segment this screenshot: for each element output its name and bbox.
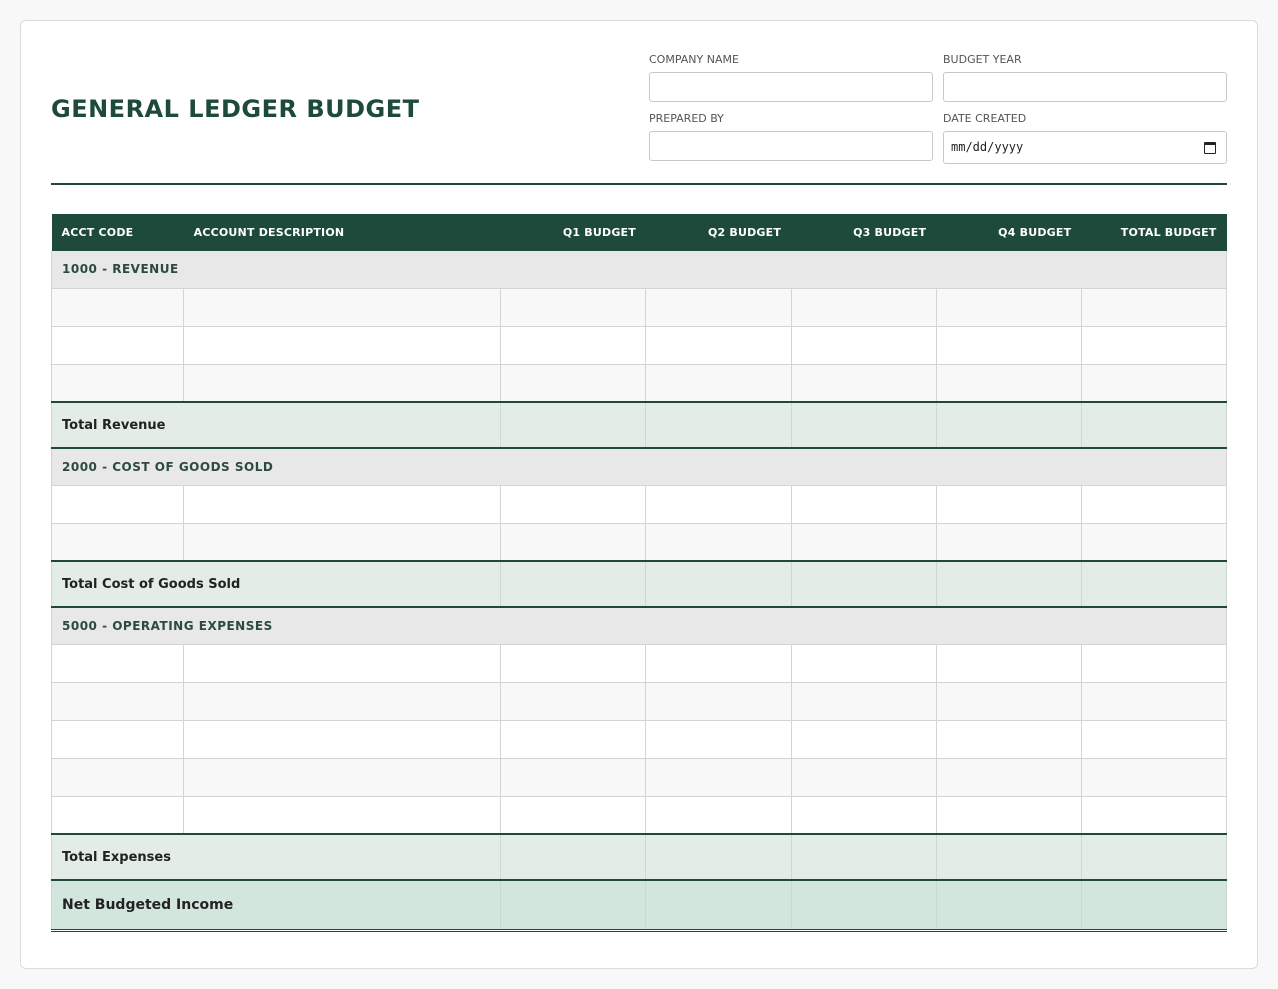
q4-cell[interactable] <box>936 326 1081 364</box>
total-cell <box>1081 326 1226 364</box>
q2-cell[interactable] <box>646 758 791 796</box>
date-created-input[interactable] <box>943 131 1227 164</box>
total-total-cell <box>1081 561 1226 607</box>
section-cogs <box>52 448 1227 485</box>
company-name-input[interactable] <box>649 72 933 102</box>
header-q1-budget: Q1 BUDGET <box>562 226 636 239</box>
total-cell <box>1081 644 1226 682</box>
q3-cell[interactable] <box>791 523 936 561</box>
q2-cell[interactable] <box>646 288 791 326</box>
total-q2-cell <box>646 561 791 607</box>
acct-code-cell[interactable] <box>52 364 184 402</box>
budget-card <box>20 20 1258 969</box>
header-total-budget: TOTAL BUDGET <box>1120 226 1217 239</box>
net-q3-cell <box>791 880 936 930</box>
section-opex <box>52 607 1227 644</box>
q1-cell[interactable] <box>501 720 646 758</box>
q3-cell[interactable] <box>791 364 936 402</box>
q2-cell[interactable] <box>646 644 791 682</box>
q3-cell[interactable] <box>791 644 936 682</box>
total-cell <box>1081 485 1226 523</box>
company-name-label: COMPANY NAME <box>649 53 739 66</box>
acct-code-cell[interactable] <box>52 485 184 523</box>
q3-cell[interactable] <box>791 682 936 720</box>
q1-cell[interactable] <box>501 288 646 326</box>
section-label-cogs: 2000 - COST OF GOODS SOLD <box>52 448 1227 485</box>
q4-cell[interactable] <box>936 485 1081 523</box>
q2-cell[interactable] <box>646 485 791 523</box>
q3-cell[interactable] <box>791 720 936 758</box>
total-cell <box>1081 758 1226 796</box>
prepared-by-group <box>649 112 933 161</box>
net-q2-cell <box>646 880 791 930</box>
table-row <box>52 682 1227 720</box>
q1-cell[interactable] <box>501 364 646 402</box>
total-cogs-label: Total Cost of Goods Sold <box>52 561 501 607</box>
net-income-row <box>52 880 1227 930</box>
acct-code-cell[interactable] <box>52 644 184 682</box>
table-row <box>52 326 1227 364</box>
budget-year-input[interactable] <box>943 72 1227 102</box>
table-header-row <box>52 214 1227 251</box>
q1-cell[interactable] <box>501 644 646 682</box>
q2-cell[interactable] <box>646 682 791 720</box>
table-row <box>52 720 1227 758</box>
q1-cell[interactable] <box>501 758 646 796</box>
total-cell <box>1081 720 1226 758</box>
description-cell[interactable] <box>184 796 501 834</box>
header-divider <box>51 183 1227 185</box>
description-cell[interactable] <box>184 288 501 326</box>
acct-code-cell[interactable] <box>52 326 184 364</box>
q4-cell[interactable] <box>936 796 1081 834</box>
q2-cell[interactable] <box>646 326 791 364</box>
total-q4-cell <box>936 402 1081 448</box>
header-acct-code: ACCT CODE <box>61 226 134 239</box>
q1-cell[interactable] <box>501 682 646 720</box>
total-revenue-row <box>52 402 1227 448</box>
q3-cell[interactable] <box>791 288 936 326</box>
q4-cell[interactable] <box>936 523 1081 561</box>
date-placeholder: mm/dd/yyyy <box>951 140 1024 154</box>
total-cell <box>1081 364 1226 402</box>
table-row <box>52 364 1227 402</box>
header-q2-budget: Q2 BUDGET <box>707 226 782 239</box>
total-revenue-label: Total Revenue <box>52 402 501 448</box>
table-row <box>52 523 1227 561</box>
q2-cell[interactable] <box>646 720 791 758</box>
total-expenses-row <box>52 834 1227 880</box>
q2-cell[interactable] <box>646 796 791 834</box>
q2-cell[interactable] <box>646 523 791 561</box>
q4-cell[interactable] <box>936 288 1081 326</box>
acct-code-cell[interactable] <box>52 720 184 758</box>
page-title: GENERAL LEDGER BUDGET <box>51 95 420 123</box>
total-cell <box>1081 288 1226 326</box>
date-created-label: DATE CREATED <box>943 112 1027 125</box>
q1-cell[interactable] <box>501 326 646 364</box>
net-total-cell <box>1081 880 1226 930</box>
q3-cell[interactable] <box>791 758 936 796</box>
budget-year-label: BUDGET YEAR <box>943 53 1022 66</box>
q3-cell[interactable] <box>791 796 936 834</box>
total-q4-cell <box>936 834 1081 880</box>
acct-code-cell[interactable] <box>52 758 184 796</box>
header-q4-budget: Q4 BUDGET <box>998 226 1072 239</box>
total-cell <box>1081 523 1226 561</box>
q2-cell[interactable] <box>646 364 791 402</box>
description-cell[interactable] <box>184 720 501 758</box>
header-q3-budget: Q3 BUDGET <box>853 226 927 239</box>
acct-code-cell[interactable] <box>52 523 184 561</box>
net-income-label: Net Budgeted Income <box>52 880 501 930</box>
section-revenue <box>52 251 1227 288</box>
total-cogs-row <box>52 561 1227 607</box>
q1-cell[interactable] <box>501 485 646 523</box>
total-cell <box>1081 682 1226 720</box>
description-cell[interactable] <box>184 326 501 364</box>
total-total-cell <box>1081 834 1226 880</box>
acct-code-cell[interactable] <box>52 682 184 720</box>
total-q3-cell <box>791 561 936 607</box>
total-q3-cell <box>791 402 936 448</box>
q3-cell[interactable] <box>791 485 936 523</box>
q4-cell[interactable] <box>936 364 1081 402</box>
total-q1-cell <box>501 834 646 880</box>
total-q3-cell <box>791 834 936 880</box>
net-q1-cell <box>501 880 646 930</box>
q1-cell[interactable] <box>501 523 646 561</box>
net-q4-cell <box>936 880 1081 930</box>
description-cell[interactable] <box>184 682 501 720</box>
description-cell[interactable] <box>184 644 501 682</box>
ledger-table <box>51 214 1227 932</box>
total-q1-cell <box>501 402 646 448</box>
q4-cell[interactable] <box>936 644 1081 682</box>
total-expenses-label: Total Expenses <box>52 834 501 880</box>
q4-cell[interactable] <box>936 758 1081 796</box>
description-cell[interactable] <box>184 364 501 402</box>
q4-cell[interactable] <box>936 720 1081 758</box>
total-q2-cell <box>646 834 791 880</box>
description-cell[interactable] <box>184 523 501 561</box>
calendar-icon[interactable] <box>1204 142 1216 154</box>
description-cell[interactable] <box>184 485 501 523</box>
prepared-by-label: PREPARED BY <box>649 112 724 125</box>
header-account-description: ACCOUNT DESCRIPTION <box>193 226 345 239</box>
table-row <box>52 758 1227 796</box>
prepared-by-input[interactable] <box>649 131 933 161</box>
total-q1-cell <box>501 561 646 607</box>
total-q2-cell <box>646 402 791 448</box>
table-row <box>52 644 1227 682</box>
q4-cell[interactable] <box>936 682 1081 720</box>
q3-cell[interactable] <box>791 326 936 364</box>
total-total-cell <box>1081 402 1226 448</box>
budget-year-group <box>943 53 1227 102</box>
company-name-group <box>649 53 933 102</box>
q1-cell[interactable] <box>501 796 646 834</box>
acct-code-cell[interactable] <box>52 796 184 834</box>
table-row <box>52 485 1227 523</box>
table-row <box>52 288 1227 326</box>
date-created-group <box>943 112 1227 164</box>
description-cell[interactable] <box>184 758 501 796</box>
total-cell <box>1081 796 1226 834</box>
table-row <box>52 796 1227 834</box>
total-q4-cell <box>936 561 1081 607</box>
section-label-revenue: 1000 - REVENUE <box>52 251 1227 288</box>
acct-code-cell[interactable] <box>52 288 184 326</box>
section-label-opex: 5000 - OPERATING EXPENSES <box>52 607 1227 644</box>
